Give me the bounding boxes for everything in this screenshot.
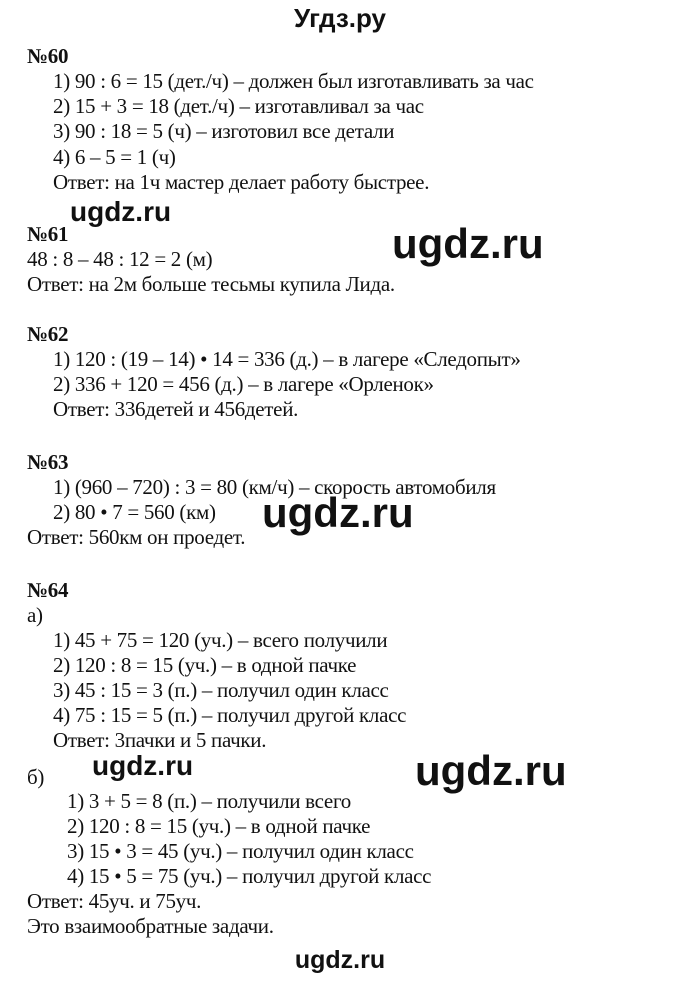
task-64b-answer: Ответ: 45уч. и 75уч. bbox=[27, 889, 202, 913]
task-60-answer: Ответ: на 1ч мастер делает работу быстрее. bbox=[53, 170, 430, 194]
task-60-step-1: 1) 90 : 6 = 15 (дет./ч) – должен был изготавливать за час bbox=[53, 69, 534, 93]
task-64b-step-2: 2) 120 : 8 = 15 (уч.) – в одной пачке bbox=[67, 814, 371, 838]
task-62-number: №62 bbox=[27, 322, 69, 346]
footer-watermark: ugdz.ru bbox=[294, 946, 386, 974]
task-64a-step-1: 1) 45 + 75 = 120 (уч.) – всего получили bbox=[53, 628, 388, 652]
task-61-expression: 48 : 8 – 48 : 12 = 2 (м) bbox=[27, 247, 213, 271]
task-61-answer: Ответ: на 2м больше тесьмы купила Лида. bbox=[27, 272, 395, 296]
task-63-step-1: 1) (960 – 720) : 3 = 80 (км/ч) – скорость автомобиля bbox=[53, 475, 496, 499]
watermark: ugdz.ru bbox=[92, 750, 194, 781]
task-60-step-4: 4) 6 – 5 = 1 (ч) bbox=[53, 145, 176, 169]
task-63-answer: Ответ: 560км он проедет. bbox=[27, 525, 246, 549]
task-64a-step-3: 3) 45 : 15 = 3 (п.) – получил один класс bbox=[53, 678, 389, 702]
task-63-step-2: 2) 80 • 7 = 560 (км) bbox=[53, 500, 216, 524]
task-64b-step-4: 4) 15 • 5 = 75 (уч.) – получил другой класс bbox=[67, 864, 432, 888]
task-63-number: №63 bbox=[27, 450, 69, 474]
task-64b-step-3: 3) 15 • 3 = 45 (уч.) – получил один класс bbox=[67, 839, 414, 863]
task-64a-step-4: 4) 75 : 15 = 5 (п.) – получил другой класс bbox=[53, 703, 407, 727]
task-64a-answer: Ответ: 3пачки и 5 пачки. bbox=[53, 728, 267, 752]
task-64-part-b-label: б) bbox=[27, 765, 45, 789]
task-64-part-a-label: а) bbox=[27, 603, 43, 627]
watermark: ugdz.ru bbox=[415, 747, 567, 794]
watermark: ugdz.ru bbox=[70, 196, 172, 227]
task-62-step-2: 2) 336 + 120 = 456 (д.) – в лагере «Орленок» bbox=[53, 372, 434, 396]
task-61-number: №61 bbox=[27, 222, 69, 246]
task-62-answer: Ответ: 336детей и 456детей. bbox=[53, 397, 299, 421]
task-64b-step-1: 1) 3 + 5 = 8 (п.) – получили всего bbox=[67, 789, 351, 813]
task-60-step-3: 3) 90 : 18 = 5 (ч) – изготовил все детали bbox=[53, 119, 395, 143]
task-62-step-1: 1) 120 : (19 – 14) • 14 = 336 (д.) – в лагере «Следопыт» bbox=[53, 347, 521, 371]
task-64-conclusion: Это взаимообратные задачи. bbox=[27, 914, 274, 938]
watermark: ugdz.ru bbox=[392, 220, 544, 267]
task-64a-step-2: 2) 120 : 8 = 15 (уч.) – в одной пачке bbox=[53, 653, 357, 677]
watermark: ugdz.ru bbox=[262, 489, 414, 536]
task-64-number: №64 bbox=[27, 578, 69, 602]
task-60-step-2: 2) 15 + 3 = 18 (дет./ч) – изготавливал за час bbox=[53, 94, 424, 118]
task-60-number: №60 bbox=[27, 44, 69, 68]
site-title: Угдз.ру bbox=[294, 3, 386, 33]
